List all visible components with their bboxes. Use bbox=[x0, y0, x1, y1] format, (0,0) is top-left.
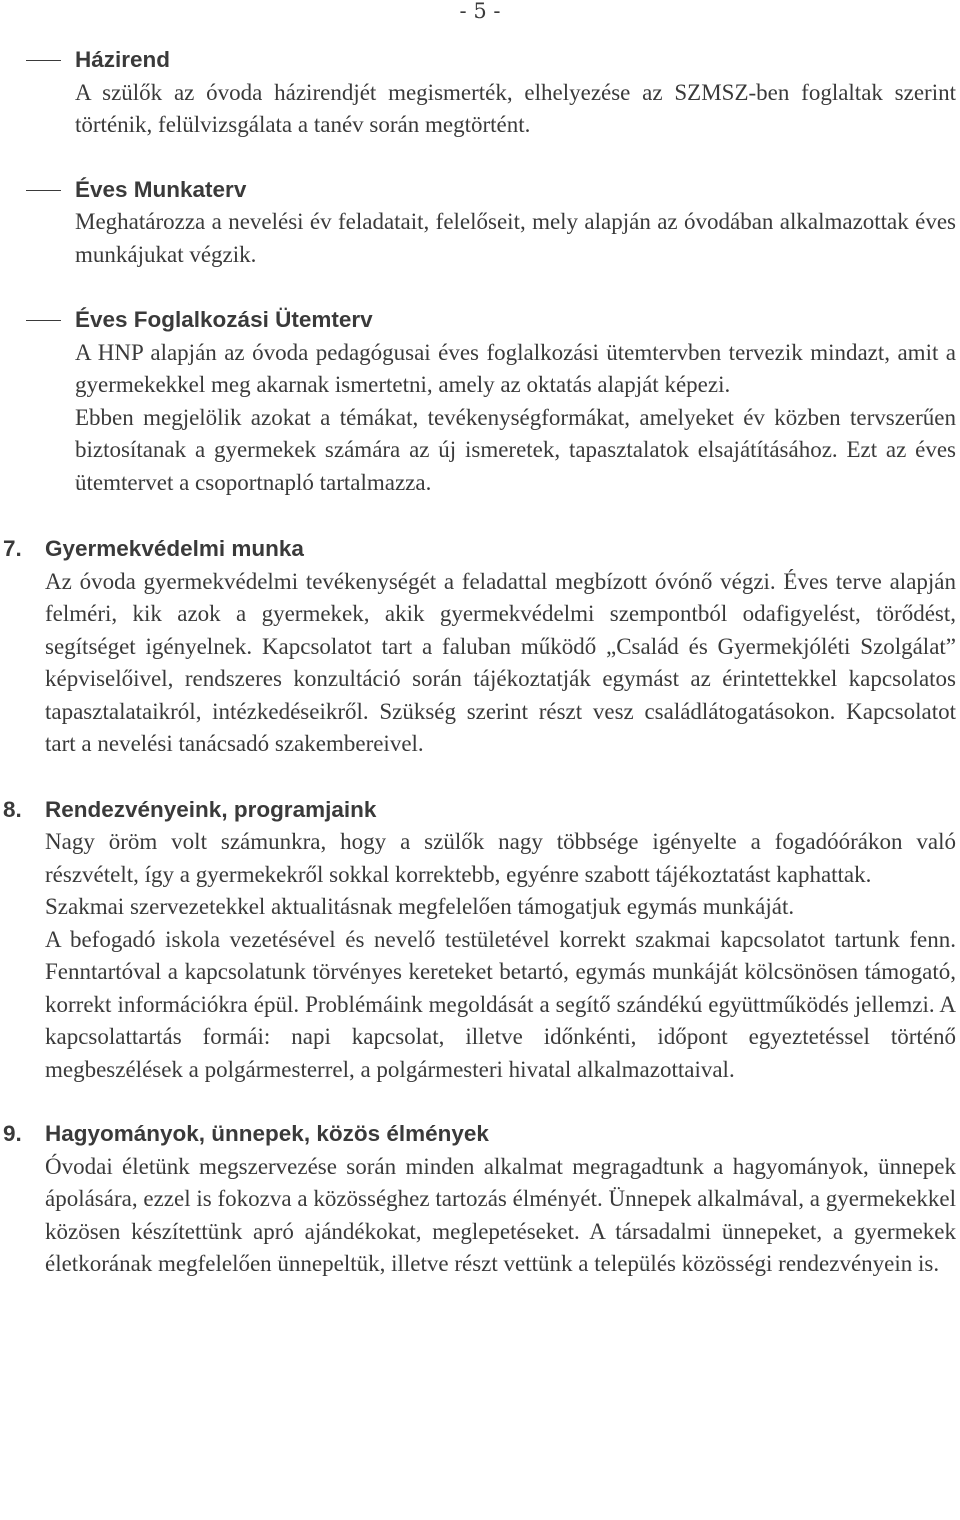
dash-bullet-icon bbox=[26, 60, 61, 61]
section-hazirend bbox=[0, 44, 960, 142]
section-paragraph: Ebben megjelölik azokat a témákat, tevékenységformákat, amelyeket év közben tervszerűen biztosítanak a gyermekek számára az új ismeretek, tapasztalatok elsajátításához. Ezt az éves ütemtervet a csoportnapló tartalmazza. bbox=[75, 404, 956, 495]
section-number: 9. bbox=[3, 1121, 22, 1146]
section-hagyomanyok bbox=[0, 1118, 960, 1281]
section-paragraph: A befogadó iskola vezetésével és nevelő testületével korrekt szakmai kapcsolatot tartunk fenn. Fenntartóval a kapcsolatunk törvényes kereteket betartó, egymás munkáját kölcsönösen támogató, korrekt információkra épül. Problémáink megoldását a segítő szándékú együttműködés jellemzi. A kapcsolattartás formái: napi kapcsolat, illetve időnkénti, időpont egyeztetéssel történő megbeszélések a polgármesterrel, a polgármesteri hivatal alkalmazottaival. bbox=[45, 926, 956, 1082]
section-title: Házirend bbox=[75, 47, 171, 72]
section-number: 8. bbox=[3, 796, 22, 822]
section-paragraph: Óvodai életünk megszervezése során minden alkalmat megragadtunk a hagyományok, ünnepek ápolására, ezzel is fokozva a közösséghez tartozás élményét. Ünnepek alkalmával, a gyermekekkel közösen készítettünk apró ajándékokat, meglepetéseket. A társadalmi ünnepeket, a gyermekek életkorának megfelelően ünnepeltük, illetve részt vettünk a település közösségi rendezvényein is. bbox=[45, 1153, 956, 1276]
dash-bullet-icon bbox=[26, 320, 61, 321]
section-eves-foglalkozasi-utemterv bbox=[0, 304, 960, 499]
section-number: 7. bbox=[3, 536, 22, 561]
document-body bbox=[0, 44, 960, 1281]
section-paragraph: A HNP alapján az óvoda pedagógusai éves foglalkozási ütemtervben tervezik mindazt, amit a gyermekekkel meg akarnak ismertetni, amely az oktatás alapját képezi. bbox=[75, 339, 956, 397]
section-title: Éves Munkaterv bbox=[75, 176, 247, 202]
dash-bullet-icon bbox=[26, 190, 61, 191]
section-paragraph: Meghatározza a nevelési év feladatait, felelőseit, mely alapján az óvodában alkalmazottak éves munkájukat végzik. bbox=[75, 209, 956, 267]
page-number: - 5 - bbox=[459, 0, 501, 23]
section-rendezvenyeink bbox=[0, 794, 960, 1087]
section-title: Hagyományok, ünnepek, közös élmények bbox=[45, 1121, 489, 1146]
section-gyermekvedelmi-munka bbox=[0, 533, 960, 761]
section-paragraph: Nagy öröm volt számunkra, hogy a szülők nagy többsége igényelte a fogadóórákon való részvételt, így a gyermekekről sokkal korrektebb, egyénre szabott tájékoztatást kaphattak. bbox=[45, 829, 956, 887]
section-eves-munkaterv bbox=[0, 174, 960, 272]
section-title: Gyermekvédelmi munka bbox=[45, 536, 304, 561]
section-paragraph: Szakmai szervezetekkel aktualitásnak megfelelően támogatjuk egymás munkáját. bbox=[45, 894, 795, 919]
section-title: Éves Foglalkozási Ütemterv bbox=[75, 307, 373, 332]
section-paragraph: A szülők az óvoda házirendjét megismerték, elhelyezése az SZMSZ-ben foglaltak szerint történik, felülvizsgálata a tanév során megtörtént. bbox=[75, 79, 956, 137]
section-title: Rendezvényeink, programjaink bbox=[45, 796, 377, 822]
section-paragraph: Az óvoda gyermekvédelmi tevékenységét a feladattal megbízott óvónő végzi. Éves terve alapján felméri, kik azok a gyermekek, akik gyermekvédelmi szempontból odafigyelést, törődést, segítséget igényelnek. Kapcsolatot tart a faluban működő „Család és Gyermekjóléti Szolgálat” képviselőivel, rendszeres konzultáció során tájékoztatják egymást az érintettekkel kapcsolatos tapasztalataikról, intézkedéseikről. Szükség szerint részt vesz családlátogatásokon. Kapcsolatot tart a nevelési tanácsadó szakembereivel. bbox=[45, 568, 956, 756]
